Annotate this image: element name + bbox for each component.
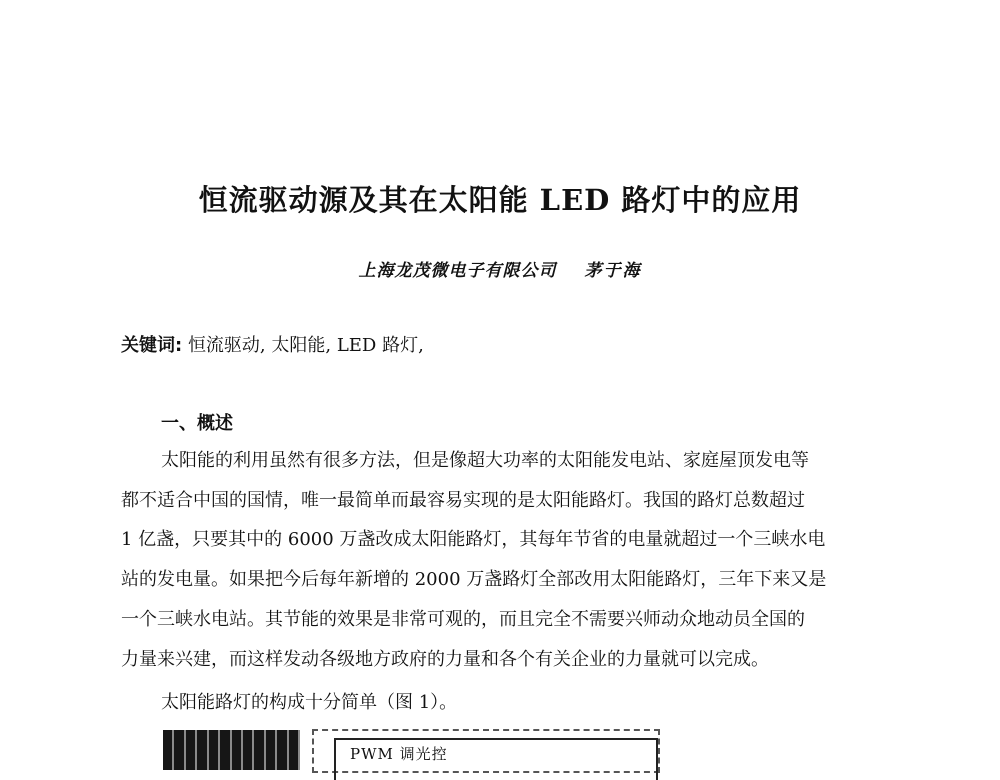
paragraph-line: 力量来兴建，而这样发动各级地方政府的力量和各个有关企业的力量就可以完成。 [121, 649, 769, 670]
paragraph-line: 1 亿盏，只要其中的 6000 万盏改成太阳能路灯，其每年节省的电量就超过一个三峡水电 [121, 529, 826, 550]
paragraph-line: 一个三峡水电站。其节能的效果是非常可观的，而且完全不需要兴师动众地动员全国的 [121, 609, 805, 630]
paragraph-line: 都不适合中国的国情，唯一最简单而最容易实现的是太阳能路灯。我国的路灯总数超过 [121, 490, 805, 511]
byline [0, 256, 1000, 281]
pwm-dimming-control-box [312, 729, 660, 773]
solar-panel-graphic [163, 730, 300, 770]
affiliation: 上海龙茂微电子有限公司 [358, 261, 557, 281]
keywords-text: 恒流驱动, 太阳能, LED 路灯, [187, 335, 424, 356]
pwm-label: PWM 调光控 [350, 745, 448, 763]
pwm-inner-box [334, 738, 658, 780]
figure-intro-line: 太阳能路灯的构成十分简单（图 1）。 [161, 692, 458, 713]
paper-title: 恒流驱动源及其在太阳能 LED 路灯中的应用 [198, 183, 802, 217]
author-name: 茅于海 [584, 261, 642, 281]
paragraph-line: 太阳能的利用虽然有很多方法，但是像超大功率的太阳能发电站、家庭屋顶发电等 [161, 450, 809, 471]
keywords-label: 关键词: [121, 335, 183, 356]
keywords-line [121, 331, 424, 357]
section-heading: 一、概述 [161, 413, 233, 434]
paragraph-line: 站的发电量。如果把今后每年新增的 2000 万盏路灯全部改用太阳能路灯，三年下来又是 [121, 569, 827, 590]
figure-1 [160, 727, 660, 767]
